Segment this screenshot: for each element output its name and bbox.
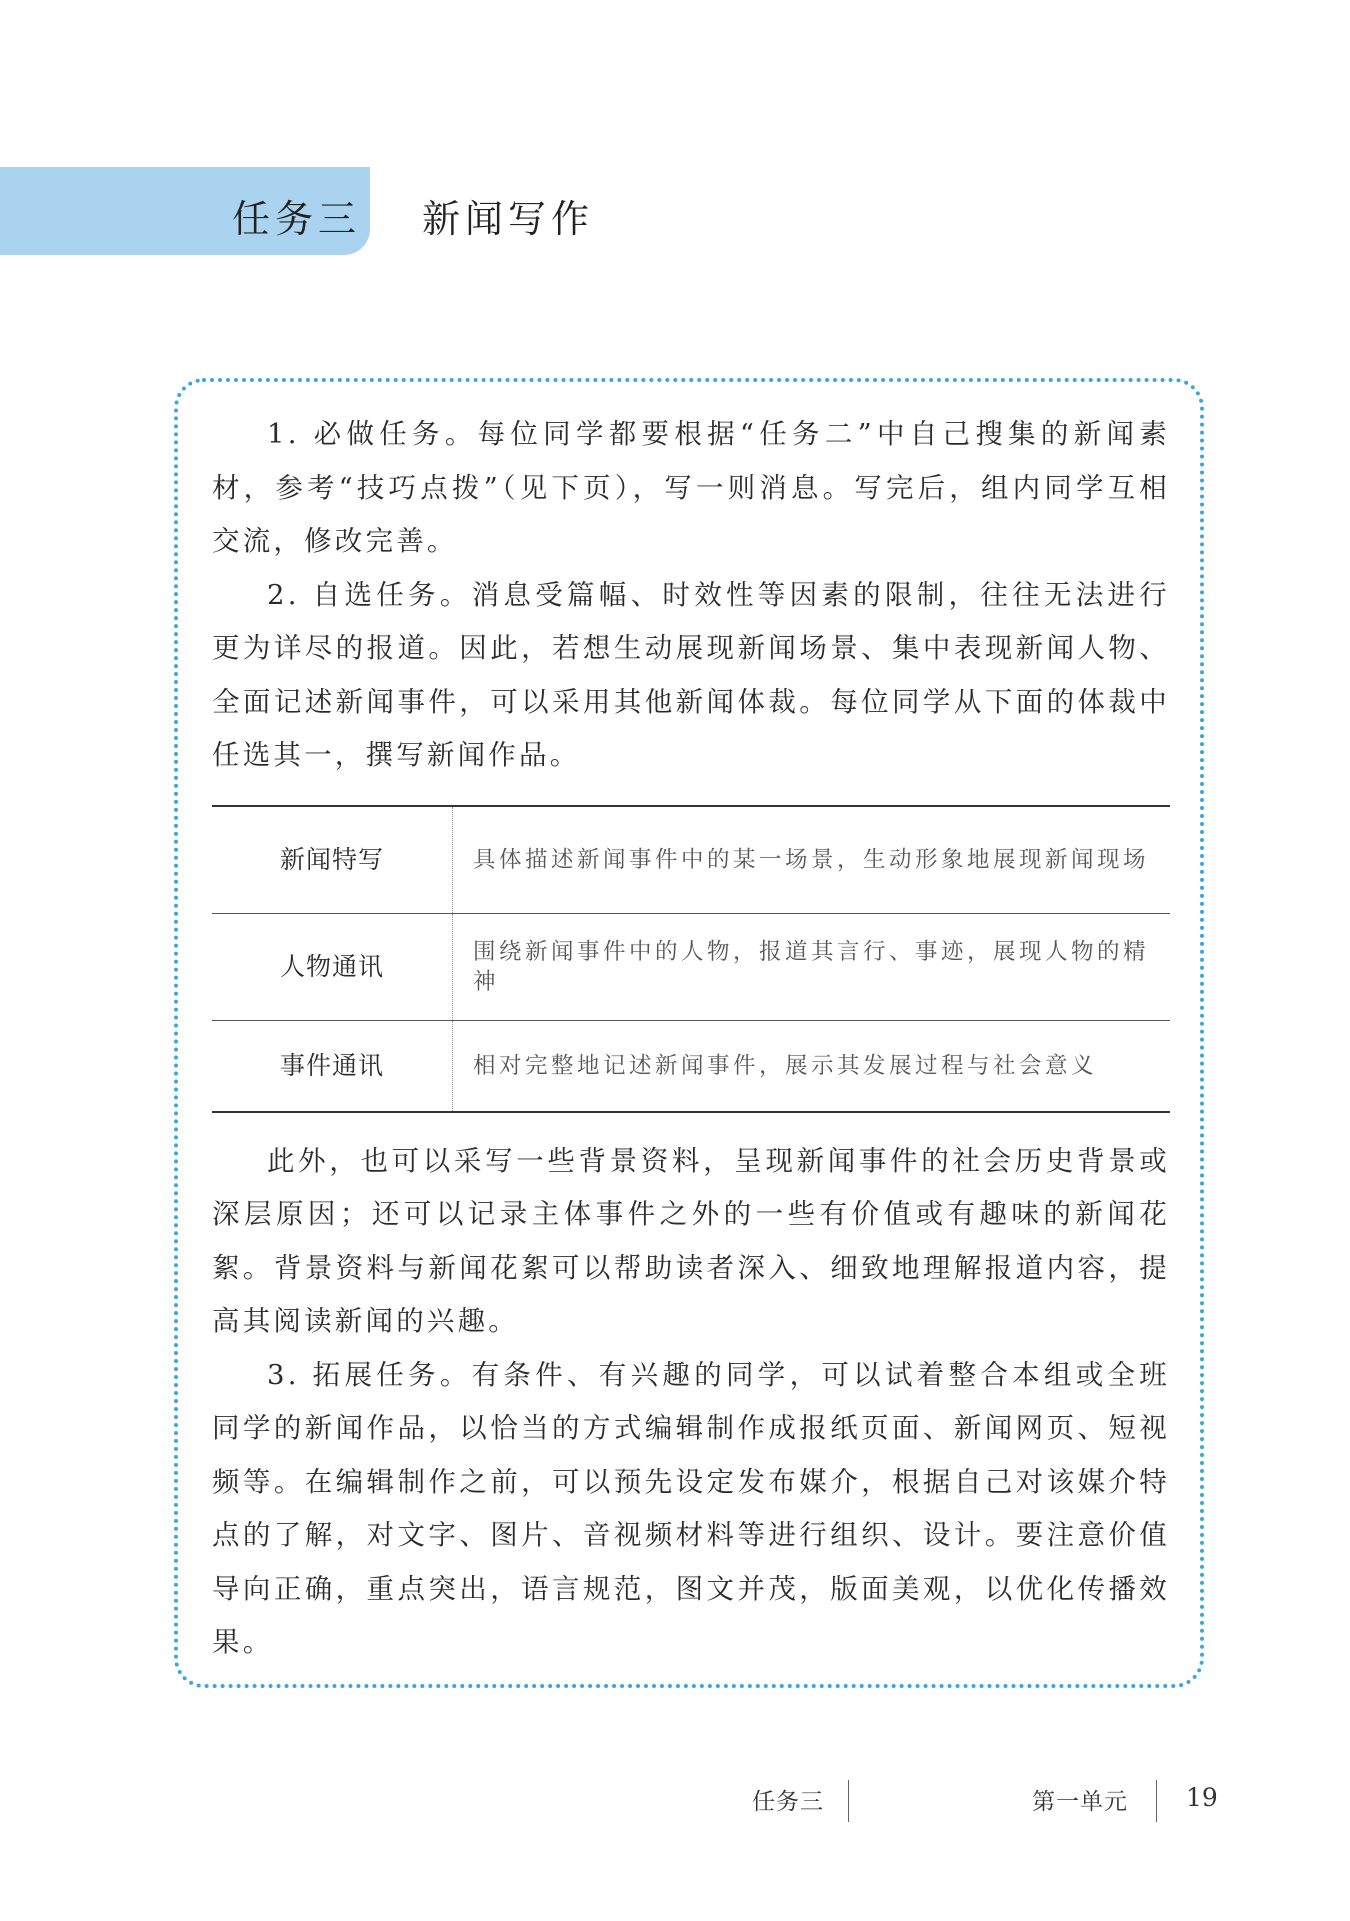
- content-body: [212, 408, 1170, 1670]
- task-label: 任务三: [232, 197, 362, 241]
- paragraph-required-task: 1. 必做任务。每位同学都要根据“任务二”中自己搜集的新闻素材，参考“技巧点拨”（见下页），写一则消息。写完后，组内同学互相交流，修改完善。: [212, 418, 1170, 557]
- table-row: [212, 913, 1170, 1020]
- genre-table: [212, 805, 1170, 1113]
- page-number: 19: [1186, 1783, 1218, 1812]
- table-row: [212, 1020, 1170, 1112]
- genre-description: 围绕新闻事件中的人物，报道其言行、事迹，展现人物的精神: [453, 913, 1171, 1020]
- genre-name: 新闻特写: [212, 806, 453, 914]
- footer-unit-label: 第一单元: [1032, 1789, 1128, 1815]
- table-row: [212, 806, 1170, 914]
- footer-divider: [1156, 1780, 1157, 1822]
- paragraph-extended-task: 3. 拓展任务。有条件、有兴趣的同学，可以试着整合本组或全班同学的新闻作品，以恰当的方式编辑制作成报纸页面、新闻网页、短视频等。在编辑制作之前，可以预先设定发布媒介，根据自己对该媒介特点的了解，对文字、图片、音视频材料等进行组织、设计。要注意价值导向正确，重点突出，语言规范，图文并茂，版面美观，以优化传播效果。: [212, 1358, 1170, 1658]
- paragraph-optional-task: 2. 自选任务。消息受篇幅、时效性等因素的限制，往往无法进行更为详尽的报道。因此，若想生动展现新闻场景、集中表现新闻人物、全面记述新闻事件，可以采用其他新闻体裁。每位同学从下面的体裁中任选其一，撰写新闻作品。: [212, 578, 1170, 771]
- footer-divider: [848, 1780, 849, 1822]
- genre-description: 相对完整地记述新闻事件，展示其发展过程与社会意义: [453, 1020, 1171, 1112]
- genre-name: 事件通讯: [212, 1020, 453, 1112]
- paragraph-background: 此外，也可以采写一些背景资料，呈现新闻事件的社会历史背景或深层原因；还可以记录主体事件之外的一些有价值或有趣味的新闻花絮。背景资料与新闻花絮可以帮助读者深入、细致地理解报道内容，提高其阅读新闻的兴趣。: [212, 1144, 1170, 1337]
- task-title: 新闻写作: [422, 197, 595, 241]
- footer-task-label: 任务三: [752, 1789, 824, 1815]
- genre-description: 具体描述新闻事件中的某一场景，生动形象地展现新闻现场: [473, 846, 1150, 873]
- genre-name: 人物通讯: [212, 913, 453, 1020]
